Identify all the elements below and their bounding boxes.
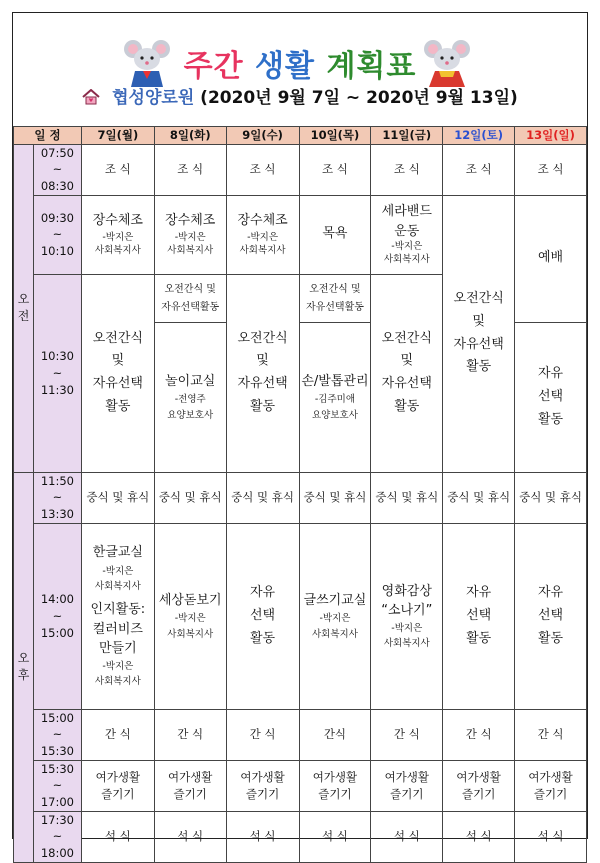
schedule-cell: 자유 선택 활동 <box>226 523 299 709</box>
schedule-cell: 자유 선택 활동 <box>443 523 515 709</box>
day-header-mon: 7일(월) <box>81 127 154 145</box>
schedule-cell: 장수체조 -박지은 사회복지사 <box>154 195 226 274</box>
schedule-cell: 오전간식 및 자유선택 활동 <box>371 274 443 472</box>
schedule-cell: 중식 및 휴식 <box>299 472 371 523</box>
schedule-cell: 여가생활 즐기기 <box>443 760 515 811</box>
header <box>13 13 587 126</box>
schedule-cell: 장수체조 -박지은 사회복지사 <box>226 195 299 274</box>
title-word-3: 계획표 <box>326 49 417 84</box>
schedule-cell: 석 식 <box>299 811 371 862</box>
header-label: 일 정 <box>14 127 82 145</box>
schedule-cell: 간 식 <box>515 709 587 760</box>
schedule-cell: 오전간식 및 자유선택활동 <box>299 274 371 322</box>
schedule-cell: 여가생활 즐기기 <box>81 760 154 811</box>
time-slot: 15:30 ~ 17:00 <box>33 760 81 811</box>
schedule-cell: 여가생활 즐기기 <box>299 760 371 811</box>
session-pm: 오 후 <box>14 472 34 862</box>
schedule-cell: 조 식 <box>371 144 443 195</box>
schedule-cell: 조 식 <box>154 144 226 195</box>
schedule-cell: 간 식 <box>81 709 154 760</box>
schedule-cell: 간 식 <box>226 709 299 760</box>
day-header-thu: 10일(목) <box>299 127 371 145</box>
time-slot: 09:30 ~ 10:10 <box>33 195 81 274</box>
schedule-cell: 중식 및 휴식 <box>226 472 299 523</box>
schedule-cell: 예배 <box>515 195 587 322</box>
schedule-page <box>12 12 588 861</box>
date-period: (2020년 9월 7일 ~ 2020년 9월 13일) <box>200 88 518 108</box>
schedule-cell: 여가생활 즐기기 <box>226 760 299 811</box>
schedule-cell: 오전간식 및 자유선택활동 <box>154 274 226 322</box>
mouse-mascot-right-icon <box>421 37 473 89</box>
schedule-cell: 중식 및 휴식 <box>443 472 515 523</box>
schedule-cell: 석 식 <box>515 811 587 862</box>
schedule-cell: 조 식 <box>226 144 299 195</box>
schedule-cell: 목욕 <box>299 195 371 274</box>
page-title <box>13 41 587 85</box>
day-header-sun: 13일(일) <box>515 127 587 145</box>
schedule-cell: 조 식 <box>299 144 371 195</box>
schedule-cell: 중식 및 휴식 <box>81 472 154 523</box>
time-slot: 07:50 ~ 08:30 <box>33 144 81 195</box>
schedule-cell: 세상돋보기 -박지은 사회복지사 <box>154 523 226 709</box>
day-header-wed: 9일(수) <box>226 127 299 145</box>
schedule-cell: 중식 및 휴식 <box>154 472 226 523</box>
schedule-cell: 자유 선택 활동 <box>515 322 587 472</box>
schedule-cell: 여가생활 즐기기 <box>515 760 587 811</box>
time-slot: 11:50 ~ 13:30 <box>33 472 81 523</box>
day-header-sat: 12일(토) <box>443 127 515 145</box>
schedule-cell: 세라밴드 운동 -박지은 사회복지사 <box>371 195 443 274</box>
schedule-cell: 조 식 <box>515 144 587 195</box>
schedule-cell: 여가생활 즐기기 <box>154 760 226 811</box>
schedule-cell: 석 식 <box>154 811 226 862</box>
day-header-fri: 11일(금) <box>371 127 443 145</box>
schedule-cell: 간 식 <box>154 709 226 760</box>
schedule-cell: 중식 및 휴식 <box>515 472 587 523</box>
schedule-cell: 석 식 <box>443 811 515 862</box>
schedule-cell: 석 식 <box>81 811 154 862</box>
time-slot: 17:30 ~ 18:00 <box>33 811 81 862</box>
org-name: 협성양로원 <box>112 88 195 108</box>
schedule-cell: 한글교실 -박지은 사회복지사 인지활동: 컬러비즈 만들기 -박지은 사회복지사 <box>81 523 154 709</box>
schedule-cell: 오전간식 및 자유선택 활동 <box>226 274 299 472</box>
schedule-cell: 글쓰기교실 -박지은 사회복지사 <box>299 523 371 709</box>
schedule-cell: 여가생활 즐기기 <box>371 760 443 811</box>
time-slot: 14:00 ~ 15:00 <box>33 523 81 709</box>
schedule-cell: 석 식 <box>371 811 443 862</box>
schedule-cell: 손/발톱관리 -김주미애 요양보호사 <box>299 322 371 472</box>
time-slot: 15:00 ~ 15:30 <box>33 709 81 760</box>
house-icon <box>82 89 100 105</box>
schedule-cell: 간식 <box>299 709 371 760</box>
schedule-cell: 간 식 <box>371 709 443 760</box>
schedule-cell: 오전간식 및 자유선택 활동 <box>443 195 515 472</box>
day-header-tue: 8일(화) <box>154 127 226 145</box>
schedule-cell: 오전간식 및 자유선택 활동 <box>81 274 154 472</box>
schedule-cell: 간 식 <box>443 709 515 760</box>
schedule-cell: 조 식 <box>81 144 154 195</box>
schedule-cell: 석 식 <box>226 811 299 862</box>
schedule-cell: 자유 선택 활동 <box>515 523 587 709</box>
schedule-cell: 중식 및 휴식 <box>371 472 443 523</box>
session-am: 오 전 <box>14 144 34 472</box>
title-word-1: 주간 <box>183 49 244 84</box>
schedule-cell: 놀이교실 -전영주 요양보호사 <box>154 322 226 472</box>
schedule-cell: 영화감상 “소나기” -박지은 사회복지사 <box>371 523 443 709</box>
schedule-cell: 장수체조 -박지은 사회복지사 <box>81 195 154 274</box>
title-word-2: 생활 <box>255 49 315 84</box>
schedule-table <box>13 126 587 863</box>
subtitle <box>13 83 587 108</box>
time-slot: 10:30 ~ 11:30 <box>33 274 81 472</box>
schedule-cell: 조 식 <box>443 144 515 195</box>
